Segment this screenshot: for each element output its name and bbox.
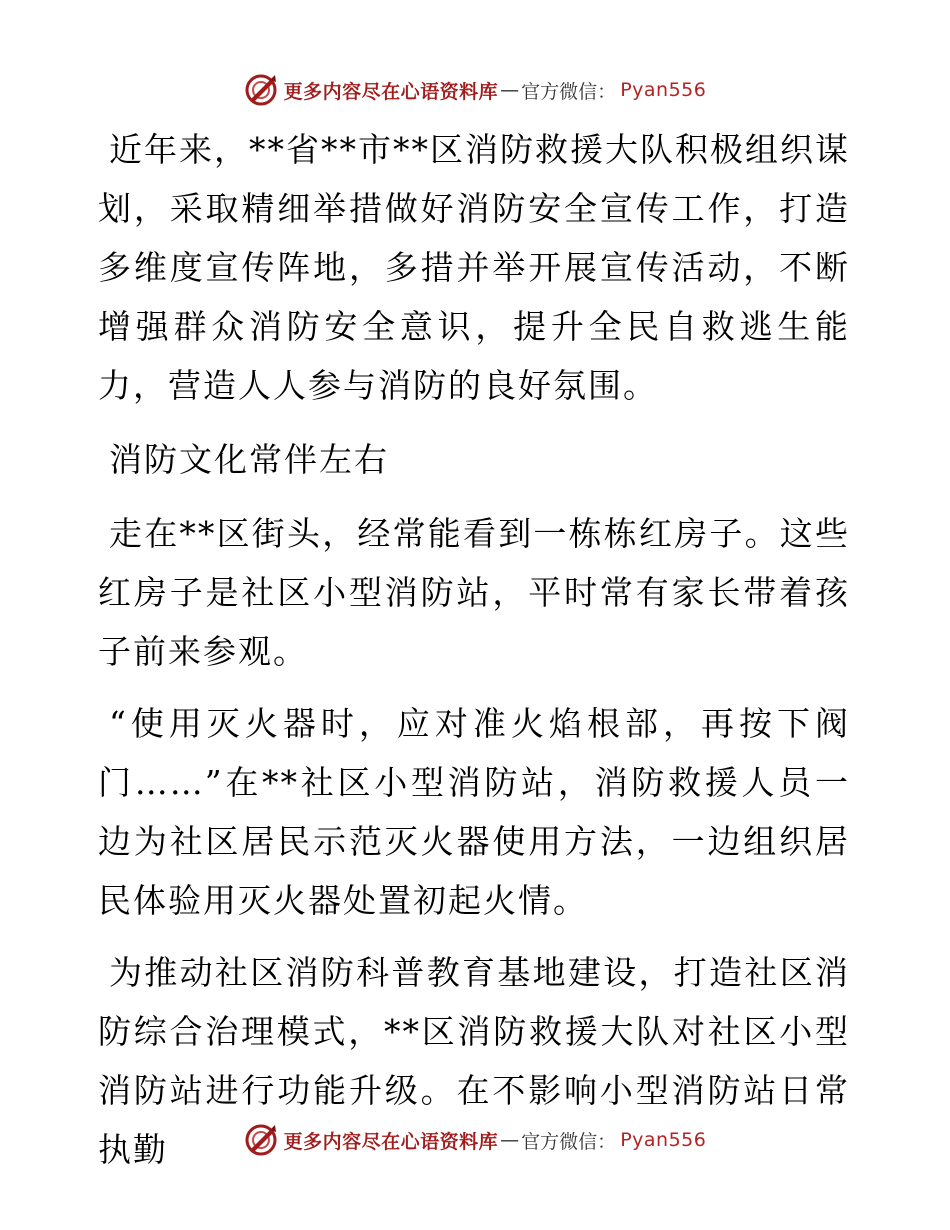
watermark-banner-top [0, 70, 950, 110]
watermark-wechat-id: Pyan556 [620, 79, 707, 101]
watermark-official-label: 官方微信： [521, 80, 617, 103]
watermark-separator: — [500, 1129, 520, 1151]
watermark-banner-bottom [0, 1120, 950, 1160]
paragraph-street: 走在**区街头，经常能看到一栋栋红房子。这些红房子是社区小型消防站，平时常有家长带着孩子前来参观。 [98, 514, 850, 671]
document-body [98, 120, 850, 1179]
watermark-main-text: 更多内容尽在心语资料库 [283, 1130, 499, 1153]
paragraph-intro: 近年来，**省**市**区消防救援大队积极组织谋划，采取精细举措做好消防安全宣传工作，打造多维度宣传阵地，多措并举开展宣传活动，不断增强群众消防安全意识，提升全民自救逃生能力，营造人人参与消防的良好氛围。 [98, 130, 850, 405]
section-heading: 消防文化常伴左右 [109, 440, 389, 479]
paragraph-upgrade: 为推动社区消防科普教育基地建设，打造社区消防综合治理模式，**区消防救援大队对社区小型消防站进行功能升级。在不影响小型消防站日常执勤 [98, 953, 850, 1169]
watermark-wechat-id: Pyan556 [620, 1129, 707, 1151]
watermark-separator: — [500, 79, 520, 101]
brand-logo-icon [244, 73, 278, 107]
watermark-official-label: 官方微信： [521, 1130, 617, 1153]
watermark-main-text: 更多内容尽在心语资料库 [283, 80, 499, 103]
paragraph-extinguisher: “使用灭火器时，应对准火焰根部，再按下阀门……”在**社区小型消防站，消防救援人员一边为社区居民示范灭火器使用方法，一边组织居民体验用灭火器处置初起火情。 [98, 704, 850, 920]
brand-logo-icon [244, 1123, 278, 1157]
